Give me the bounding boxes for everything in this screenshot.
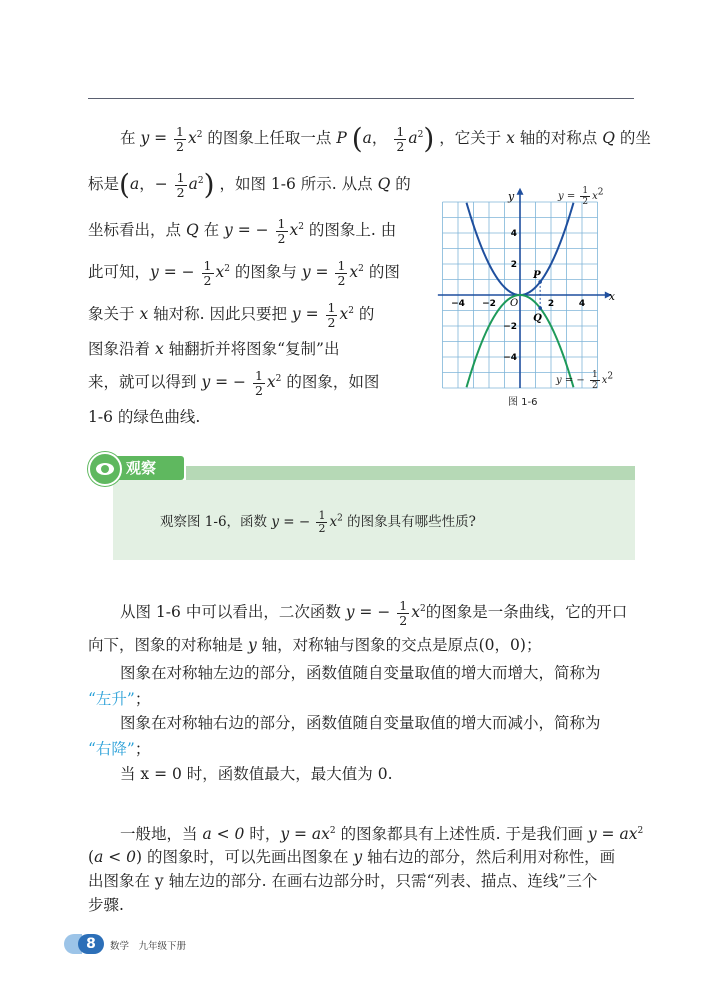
para1-line3: 坐标看出，点 Q 在 y = − $\frac{1}{2}$ $x^2$ 的图象上. 由 (88, 215, 397, 246)
x-tick-label: −2 (482, 299, 496, 309)
para1-line6: 图象沿着 x 轴翻折并将图象“复制”出 (88, 340, 340, 358)
origin-label: O (510, 298, 519, 309)
y-axis-arrow (517, 188, 524, 195)
para1-line4: 此可知，y = − $\frac{1}{2}$ $x^2$ 的图象与 y = $\frac{1}{2}$ $x^2$ 的图 (88, 257, 400, 288)
figure-caption: 图 1-6 (508, 397, 538, 408)
left-rise-term: “左升” (88, 690, 135, 708)
para1-line5: 象关于 x 轴对称. 因此只要把 y = $\frac{1}{2}$ $x^2$ 的 (88, 299, 375, 330)
header-rule (88, 98, 634, 99)
body-p5-line1: 一般地，当 a < 0 时，$y = ax^2$ 的图象都具有上述性质. 于是我们画 $y = ax^2$ (120, 825, 644, 844)
curve-label-bottom: y = − $\frac{1}{2}$ $x^2$ (556, 370, 614, 391)
body-p5-line2: (a < 0) 的图象时，可以先画出图象在 y 轴右边的部分，然后利用对称性，画 (88, 848, 616, 866)
eye-icon (88, 452, 122, 486)
body-p5-line3: 出图象在 y 轴左边的部分. 在画右边部分时，只需“列表、描点、连线”三个 (88, 872, 598, 890)
point-q-dot (538, 306, 542, 310)
axis-x-label: x (608, 290, 616, 303)
y-tick-label: 4 (510, 229, 517, 239)
body-p3-line2: “右降”； (88, 740, 151, 758)
x-tick-label: 2 (547, 299, 555, 309)
page-number: 8 (78, 934, 104, 954)
para1-line1: 在 y = $\frac{1}{2}$ $x^2$ 的图象上任取一点 P (a， $\frac{1}{2}$ $a^2$) ，它关于 x 轴的对称点 Q 的坐 (120, 122, 651, 156)
body-p2-line2: “左升”； (88, 690, 151, 708)
body-p4: 当 x = 0 时，函数值最大，最大值为 0. (120, 765, 393, 783)
point-q-label: Q (533, 313, 542, 325)
para1-line2: 标是(a，− $\frac{1}{2}$ $a^2$) ，如图 1-6 所示. 从点 Q 的 (88, 168, 411, 202)
body-p2-line1: 图象在对称轴左边的部分，函数值随自变量取值的增大而增大，简称为 (120, 664, 601, 682)
body-p1-line2: 向下，图象的对称轴是 y 轴，对称轴与图象的交点是原点(0，0)； (88, 636, 542, 654)
footer-book-title: 数学 九年级下册 (110, 941, 187, 952)
para1-line8: 1-6 的绿色曲线. (88, 408, 201, 426)
observe-question: 观察图 1-6，函数 y = − $\frac{1}{2}$ $x^2$ 的图象具有哪些性质? (160, 509, 476, 535)
axis-y-label: y (508, 189, 515, 203)
y-tick-label: 2 (510, 260, 517, 270)
body-p3-line1: 图象在对称轴右边的部分，函数值随自变量取值的增大而减小，简称为 (120, 714, 601, 732)
observe-header-strip (186, 466, 635, 480)
body-p5-line4: 步骤. (88, 896, 124, 914)
body-p1-line1: 从图 1-6 中可以看出，二次函数 y = − $\frac{1}{2}$ $x^2$的图象是一条曲线，它的开口 (120, 597, 628, 628)
right-fall-term: “右降” (88, 740, 135, 758)
x-tick-label: 4 (578, 299, 586, 309)
para1-line7: 来，就可以得到 y = − $\frac{1}{2}$ $x^2$ 的图象，如图 (88, 367, 380, 398)
y-tick-label: −2 (503, 322, 517, 332)
observe-tab (88, 452, 188, 482)
x-tick-label: −4 (451, 299, 465, 309)
observe-title: 观察 (114, 456, 184, 480)
curve-label-top: y = $\frac{1}{2}$ $x^2$ (558, 186, 604, 207)
y-tick-label: −4 (503, 353, 517, 363)
point-p-label: P (533, 269, 541, 281)
